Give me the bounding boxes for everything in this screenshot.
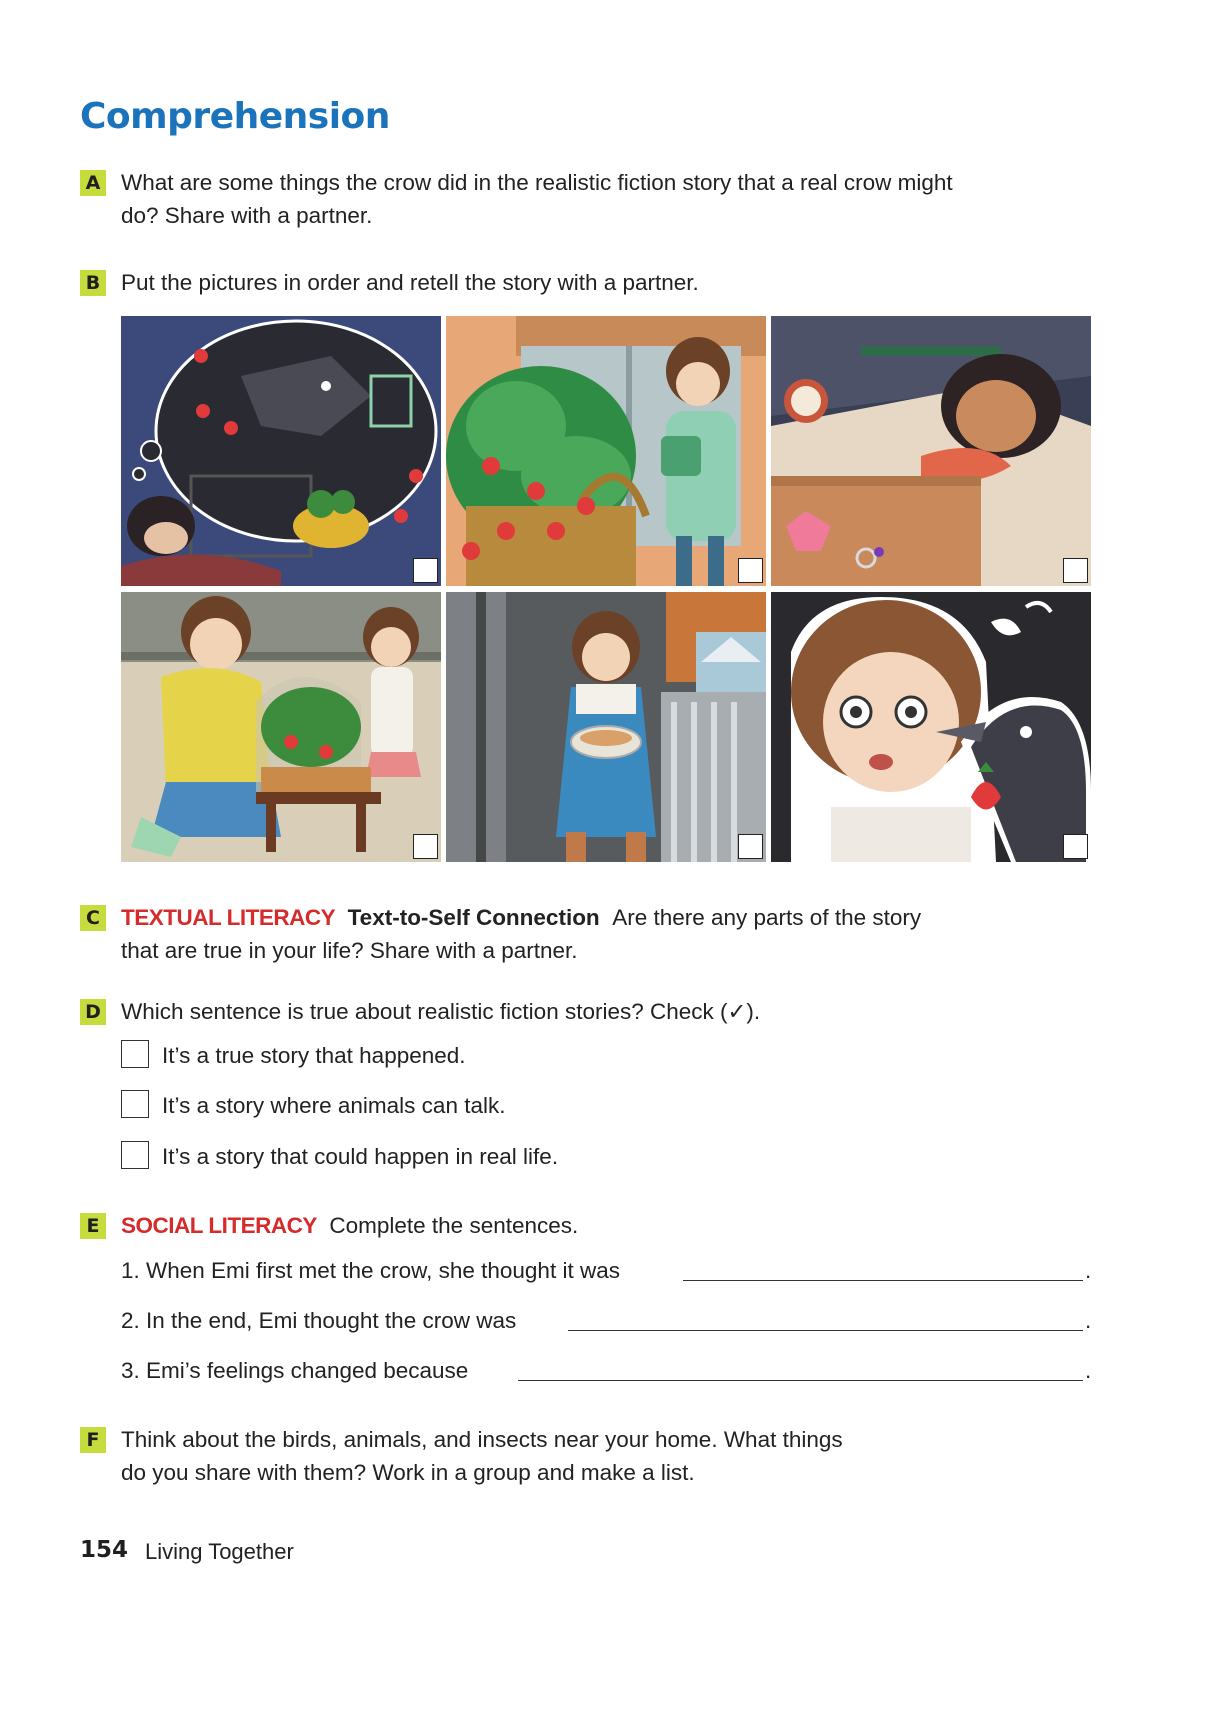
question-b-text: Put the pictures in order and retell the story with a partner. — [121, 270, 699, 295]
question-e-line — [121, 1209, 578, 1242]
question-b-badge: B — [80, 270, 106, 296]
story-picture-1 — [121, 316, 441, 586]
sentence-2: 2. In the end, Emi thought the crow was — [121, 1308, 517, 1333]
sentence-3-period: . — [1085, 1358, 1092, 1383]
order-box-3[interactable] — [1063, 558, 1088, 583]
question-f-badge: F — [80, 1427, 106, 1453]
question-f-line1: Think about the birds, animals, and insects near your home. What things — [121, 1427, 843, 1452]
sentence-1-period: . — [1085, 1258, 1092, 1283]
question-d-text: Which sentence is true about realistic fiction stories? Check (✓). — [121, 999, 761, 1024]
answer-blank-2[interactable] — [568, 1330, 1083, 1331]
question-a-line1: What are some things the crow did in the realistic fiction story that a real crow might — [121, 170, 953, 195]
order-box-6[interactable] — [1063, 834, 1088, 859]
question-c-line1 — [121, 901, 921, 934]
sentence-1: 1. When Emi first met the crow, she thought it was — [121, 1258, 620, 1283]
answer-blank-1[interactable] — [683, 1280, 1083, 1281]
order-box-5[interactable] — [738, 834, 763, 859]
unit-title: Living Together — [145, 1539, 294, 1564]
sentence-3: 3. Emi’s feelings changed because — [121, 1358, 469, 1383]
page-title: Comprehension — [80, 96, 390, 137]
option-label-3: It’s a story that could happen in real life. — [162, 1144, 559, 1169]
question-c-badge: C — [80, 905, 106, 931]
question-f-line2: do you share with them? Work in a group and make a list. — [121, 1460, 695, 1485]
story-picture-5 — [446, 592, 766, 862]
question-a-badge: A — [80, 170, 106, 196]
option-checkbox-2[interactable] — [121, 1090, 149, 1118]
question-d-badge: D — [80, 999, 106, 1025]
story-picture-6 — [771, 592, 1091, 862]
social-literacy-tag: SOCIAL LITERACY — [121, 1213, 317, 1238]
question-c-line1-text: Are there any parts of the story — [612, 905, 922, 930]
page-number: 154 — [80, 1537, 129, 1563]
option-label-1: It’s a true story that happened. — [162, 1043, 466, 1068]
question-e-text: Complete the sentences. — [329, 1213, 579, 1238]
text-to-self-subtitle: Text-to-Self Connection — [347, 905, 600, 930]
story-picture-grid — [121, 316, 1091, 862]
order-box-2[interactable] — [738, 558, 763, 583]
textual-literacy-tag: TEXTUAL LITERACY — [121, 905, 336, 930]
question-a-line2: do? Share with a partner. — [121, 203, 373, 228]
question-e-badge: E — [80, 1213, 106, 1239]
story-picture-4 — [121, 592, 441, 862]
option-label-2: It’s a story where animals can talk. — [162, 1093, 506, 1118]
answer-blank-3[interactable] — [518, 1380, 1083, 1381]
option-checkbox-1[interactable] — [121, 1040, 149, 1068]
order-box-4[interactable] — [413, 834, 438, 859]
question-c-line2: that are true in your life? Share with a partner. — [121, 938, 578, 963]
story-picture-3 — [771, 316, 1091, 586]
story-picture-2 — [446, 316, 766, 586]
sentence-2-period: . — [1085, 1308, 1092, 1333]
option-checkbox-3[interactable] — [121, 1141, 149, 1169]
order-box-1[interactable] — [413, 558, 438, 583]
